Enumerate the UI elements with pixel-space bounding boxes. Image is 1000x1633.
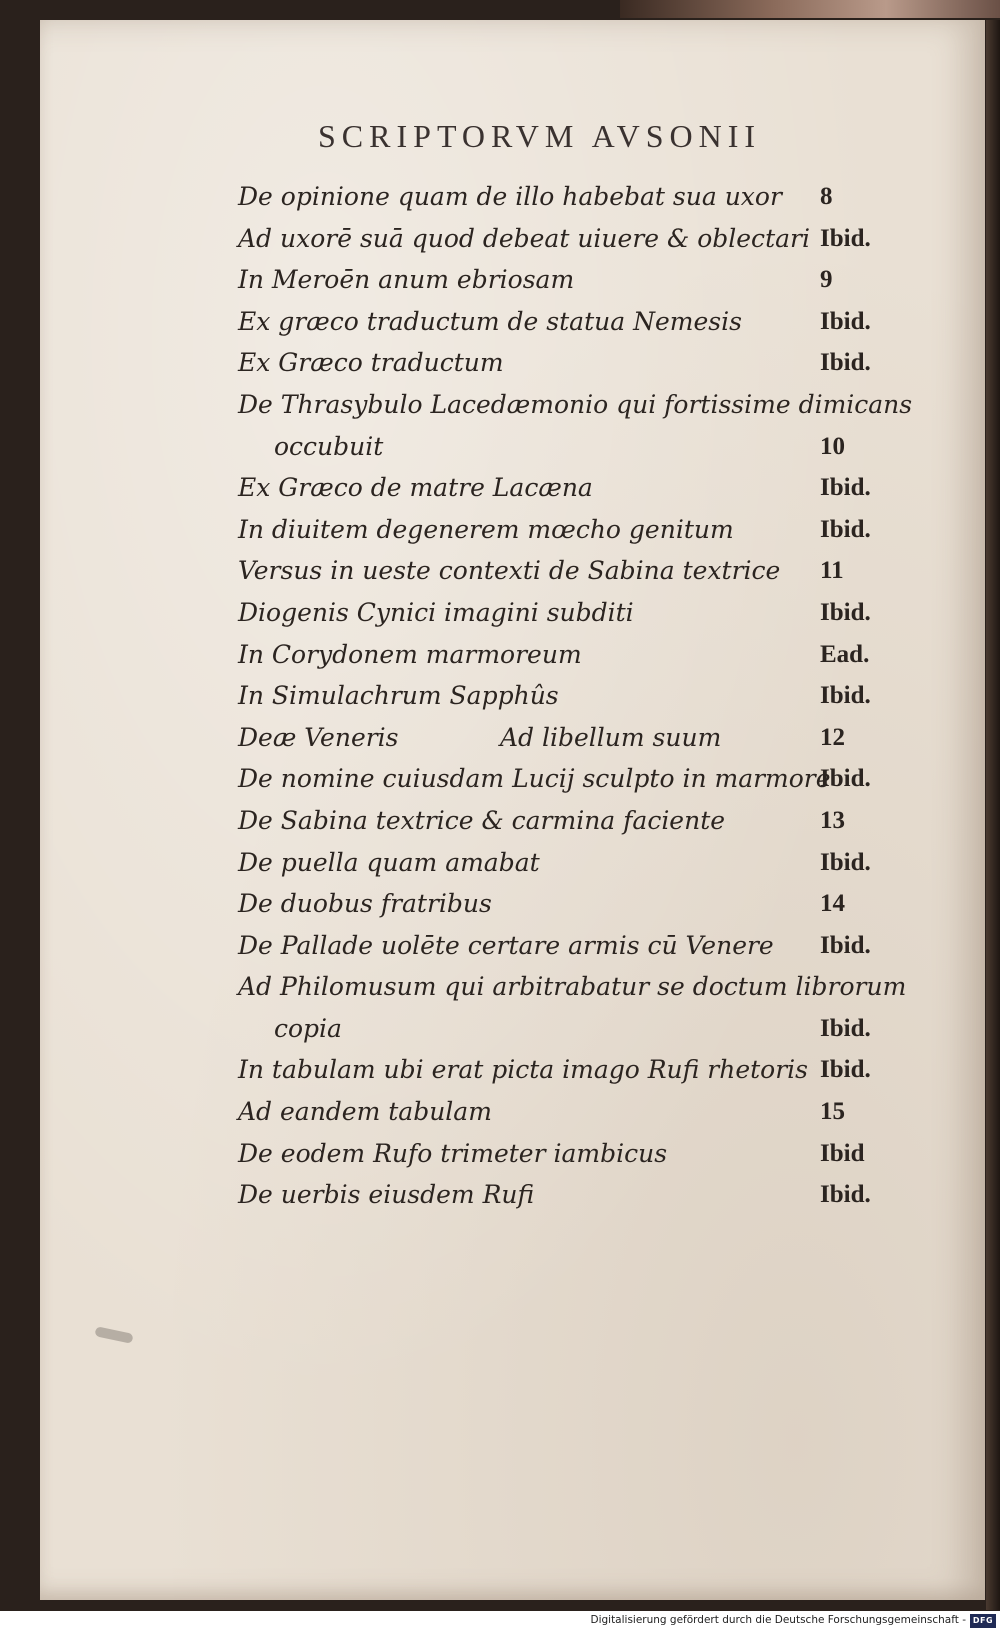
toc-entry-continuation [238, 426, 898, 468]
toc-entry [238, 1133, 898, 1175]
toc-entry-title: Ad eandem tabulam [238, 1097, 492, 1127]
toc-entry-page: 9 [820, 266, 833, 294]
toc-entry [238, 1091, 898, 1133]
funding-credit: Digitalisierung gefördert durch die Deutsche Forschungsgemeinschaft - [590, 1614, 966, 1626]
toc-entry-title: In tabulam ubi erat picta imago Rufi rhetoris [238, 1055, 808, 1085]
toc-entry-page: Ibid [820, 1139, 865, 1167]
toc-entry-title: De uerbis eiusdem Rufi [238, 1180, 535, 1210]
toc-entry [238, 509, 898, 551]
toc-entry-page: Ibid. [820, 349, 871, 377]
toc-entry [238, 966, 907, 1008]
toc-entry [238, 1049, 898, 1091]
toc-entry-title: In Simulachrum Sapphûs [238, 681, 559, 711]
toc-entry [238, 342, 898, 384]
toc-entry-page: Ibid. [820, 598, 871, 626]
toc-entry-page: 11 [820, 557, 844, 585]
toc-entry [238, 259, 898, 301]
toc-entry-title: Deæ Veneris [238, 722, 399, 752]
toc-entry-page: Ibid. [820, 474, 871, 502]
toc-entry-title: Ad uxorē suā quod debeat uiuere & oblectari [238, 223, 810, 253]
digitization-footer [0, 1611, 1000, 1633]
toc-entry-page: Ibid. [820, 224, 871, 252]
toc-entry [238, 925, 898, 967]
toc-entry [238, 592, 898, 634]
toc-entry [238, 758, 898, 800]
toc-entry-title: In Corydonem marmoreum [238, 639, 582, 669]
toc-entry-title: De duobus fratribus [238, 889, 492, 919]
toc-entry-page: Ibid. [820, 1014, 871, 1042]
toc-entry-page: Ibid. [820, 1056, 871, 1084]
toc-entry-title: De Pallade uolēte certare armis cū Venere [238, 930, 774, 960]
toc-entry-title: De opinione quam de illo habebat sua uxor [238, 182, 782, 211]
toc-entry-title: De Thrasybulo Lacedæmonio qui fortissime dimicans [238, 389, 913, 419]
toc-entry-page: 13 [820, 806, 845, 834]
toc-entry-page: Ibid. [820, 307, 871, 335]
toc-entry [238, 384, 913, 426]
toc-entry-title: Ad Philomusum qui arbitrabatur se doctum librorum [238, 972, 907, 1002]
toc-entry-page: 12 [820, 723, 845, 751]
toc-entry-page: Ibid. [820, 931, 871, 959]
toc-entry [238, 634, 898, 676]
toc-entry-page: Ead. [820, 640, 870, 668]
toc-entry-title: Versus in ueste contexti de Sabina textrice [238, 556, 781, 586]
page-gutter-shadow [986, 20, 1000, 1610]
toc-entry-page: Ibid. [820, 1181, 871, 1209]
toc-entry-title: Ex græco traductum de statua Nemesis [238, 306, 742, 336]
toc-entry [238, 218, 898, 260]
toc-entry-title: De Sabina textrice & carmina faciente [238, 805, 726, 835]
toc-entry [238, 842, 898, 884]
toc-entry-page: Ibid. [820, 848, 871, 876]
book-edge [620, 0, 1000, 18]
toc-entry [238, 883, 898, 925]
toc-entry-page: Ibid. [820, 515, 871, 543]
toc-entry-title: In diuitem degenerem mœcho genitum [238, 514, 734, 544]
toc-entry [238, 550, 898, 592]
toc-entry-page: 8 [820, 183, 833, 210]
toc-entry-page: Ibid. [820, 765, 871, 793]
toc-entry-title: Ex Græco traductum [238, 348, 504, 378]
toc-entry [238, 717, 898, 759]
toc-entry-title: occubuit [274, 431, 384, 461]
toc-entry-title: De eodem Rufo trimeter iambicus [238, 1138, 668, 1168]
table-of-contents [238, 176, 913, 1216]
toc-entry-title: copia [274, 1013, 342, 1043]
toc-entry-page: 14 [820, 890, 845, 918]
toc-entry-page: 10 [820, 432, 845, 460]
dfg-logo: DFG [970, 1614, 996, 1628]
toc-entry-page: Ibid. [820, 682, 871, 710]
toc-entry-title-second: Ad libellum suum [500, 722, 722, 752]
toc-entry [238, 800, 898, 842]
toc-entry-title: In Meroēn anum ebriosam [238, 265, 575, 295]
toc-entry [238, 1174, 898, 1216]
toc-entry-title: Ex Græco de matre Lacæna [238, 473, 593, 503]
toc-entry [238, 675, 898, 717]
toc-entry [238, 467, 898, 509]
toc-entry-title: De puella quam amabat [238, 847, 540, 877]
toc-entry-page: 15 [820, 1098, 845, 1126]
toc-entry-title: Diogenis Cynici imagini subditi [238, 597, 634, 627]
toc-entry [238, 301, 898, 343]
toc-entry [238, 176, 898, 218]
toc-entry-title: De nomine cuiusdam Lucij sculpto in marmore [238, 764, 831, 794]
running-head: SCRIPTORVM AVSONII [318, 118, 762, 154]
toc-entry-continuation [238, 1008, 898, 1050]
